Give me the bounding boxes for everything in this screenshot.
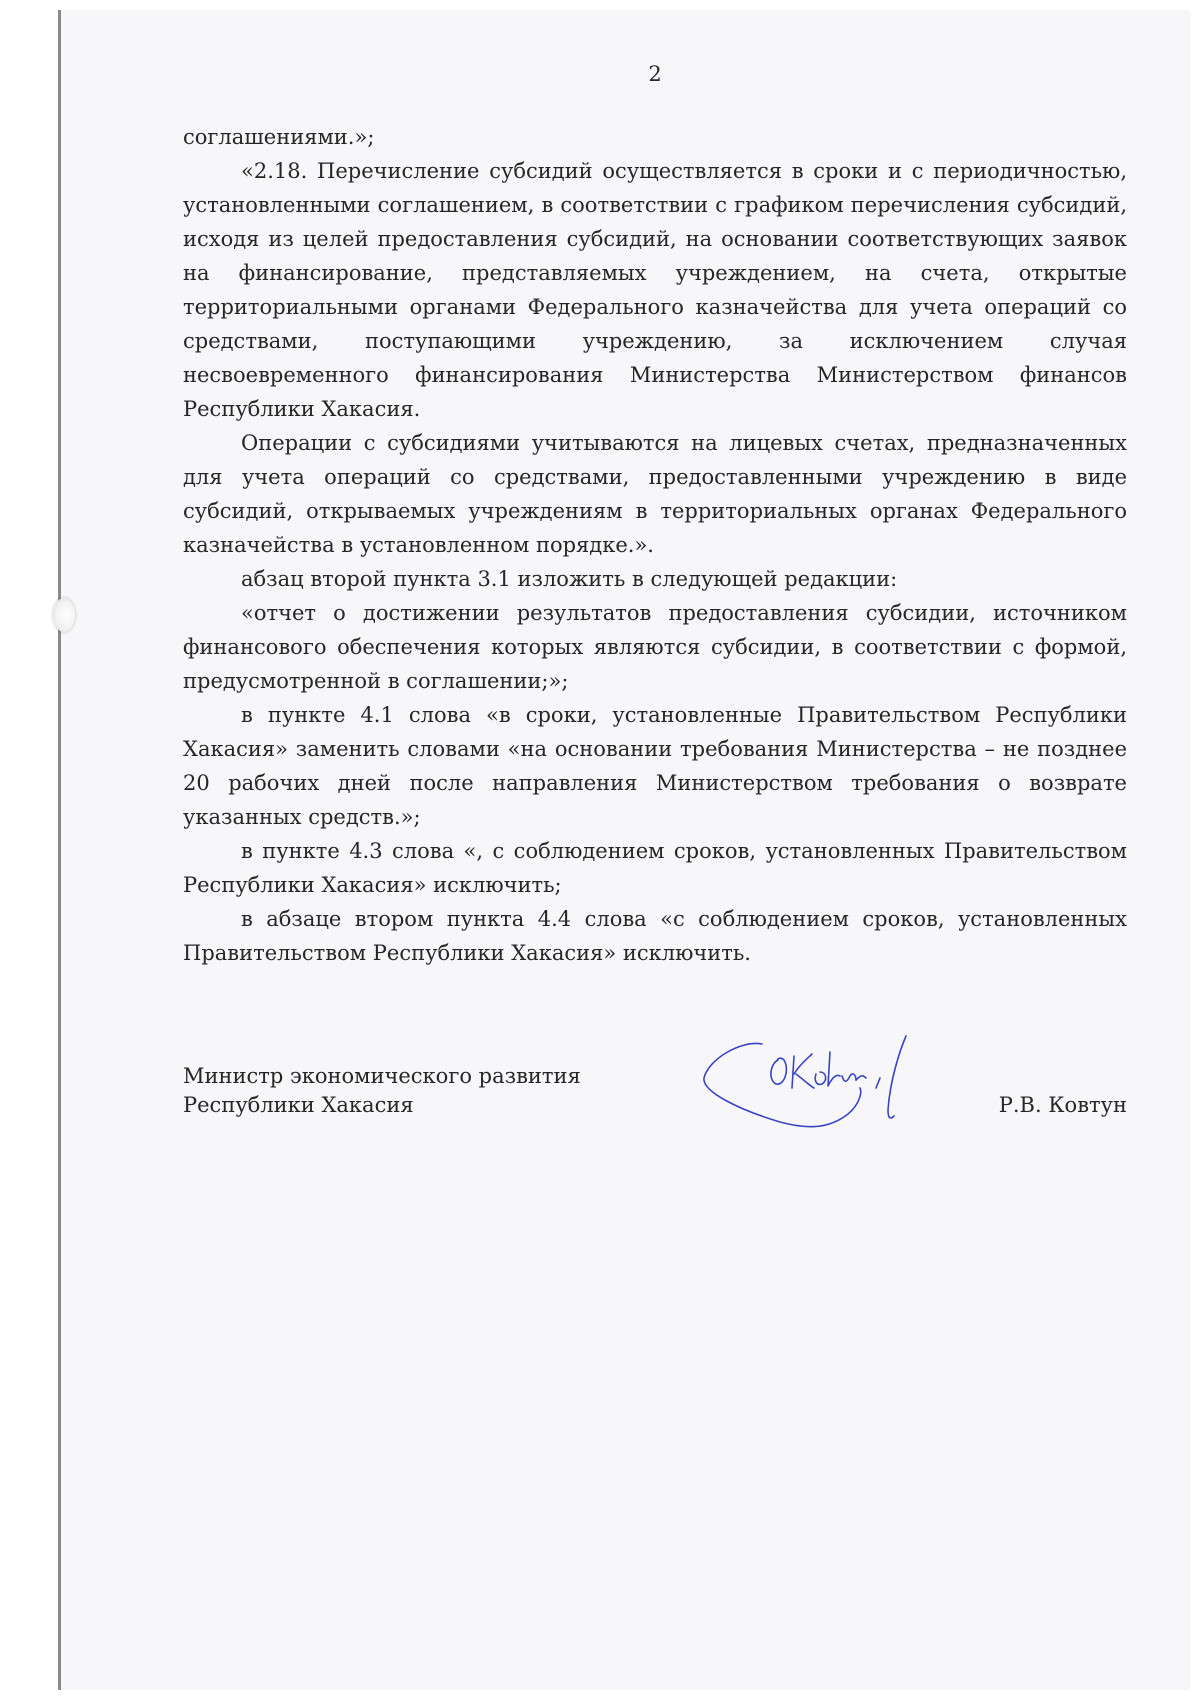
paragraph-continuation: соглашениями.»;	[183, 125, 375, 149]
signatory-title-line-2: Республики Хакасия	[183, 1093, 414, 1117]
paragraph-amend-4-1: в пункте 4.1 слова «в сроки, установленные Правительством Республики Хакасия» заменить словами «на основании требования Министерства – не позднее 20 рабочих дней после направления Министерством требования о возврате указанных средств.»;	[183, 703, 1127, 829]
paragraph-report: «отчет о достижении результатов предоставления субсидии, источником финансового обеспечения которых являются субсидии, в соответствии с формой, предусмотренной в соглашении;»;	[183, 601, 1127, 693]
paragraph-amend-3-1: абзац второй пункта 3.1 изложить в следующей редакции:	[241, 567, 898, 591]
paragraph-amend-4-3: в пункте 4.3 слова «, с соблюдением сроков, установленных Правительством Республики Хакасия» исключить;	[183, 839, 1127, 897]
signatory-name: Р.В. Ковтун	[998, 1093, 1127, 1117]
document-body	[183, 120, 1127, 970]
punch-hole-icon	[53, 598, 75, 632]
paragraph-operations: Операции с субсидиями учитываются на лицевых счетах, предназначенных для учета операций со средствами, предоставленными учреждению в виде субсидий, открываемых учреждениям в территориальных органах Федерального казначейства в установленном порядке.».	[183, 431, 1127, 557]
page-number: 2	[648, 62, 662, 86]
signatory-title	[183, 1062, 581, 1120]
paragraph-amend-4-4: в абзаце втором пункта 4.4 слова «с соблюдением сроков, установленных Правительством Республики Хакасия» исключить.	[183, 907, 1127, 965]
paragraph-2-18: «2.18. Перечисление субсидий осуществляется в сроки и с периодичностью, установленными соглашением, в соответствии с графиком перечисления субсидий, исходя из целей предоставления субсидий, на основании соответствующих заявок на финансирование, представляемых учреждением, на счета, открытые территориальными органами Федерального казначейства для учета операций со средствами, поступающими учреждению, за исключением случая несвоевременного финансирования Министерства Министерством финансов Республики Хакасия.	[183, 159, 1127, 421]
handwritten-signature-icon	[700, 1030, 940, 1145]
signature-block	[183, 1062, 1127, 1162]
signatory-title-line-1: Министр экономического развития	[183, 1064, 581, 1088]
